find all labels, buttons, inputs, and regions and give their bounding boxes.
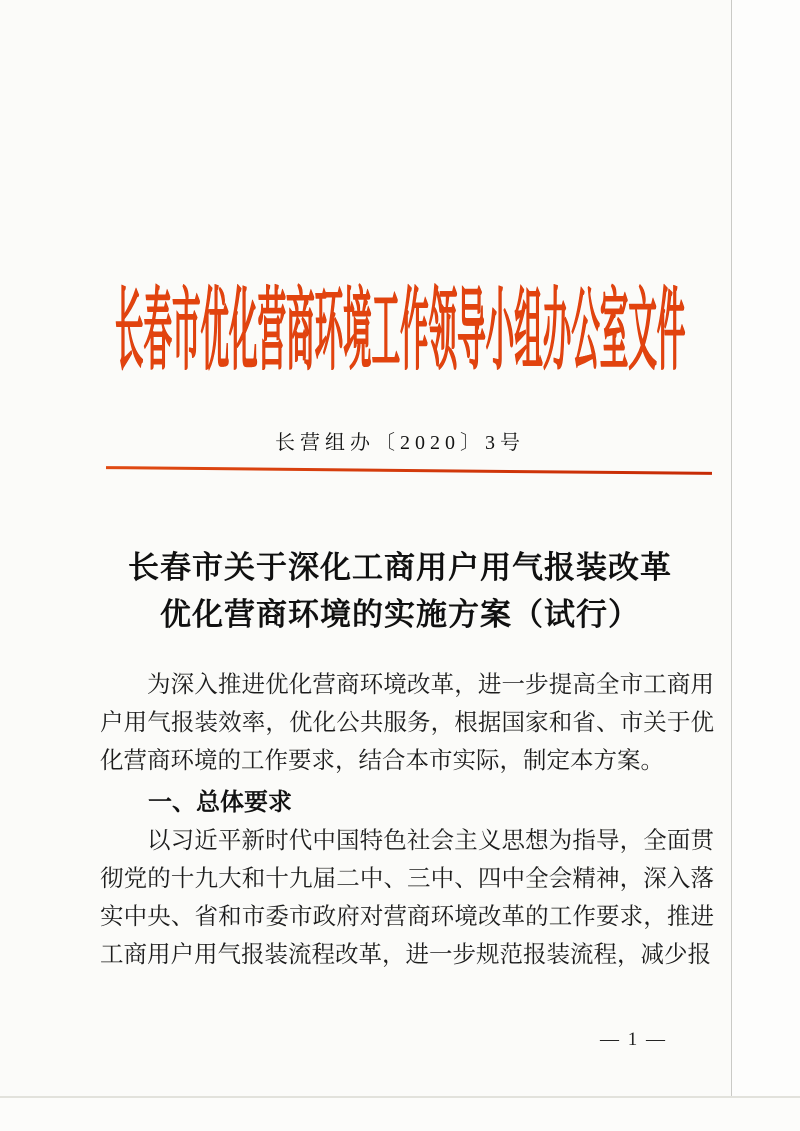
section-heading-1: 一、总体要求	[148, 789, 292, 816]
scan-bottom-margin	[0, 1098, 800, 1131]
document-title-line-2: 优化营商环境的实施方案（试行）	[160, 597, 640, 632]
letterhead-title: 长春市优化营商环境工作领导小组办公室文件	[114, 281, 686, 381]
document-title	[0, 544, 800, 638]
document-title-line-1: 长春市关于深化工商用户用气报装改革	[128, 550, 672, 585]
page-edge-horizontal	[0, 1096, 800, 1098]
red-divider-line	[106, 466, 712, 475]
page-number: — 1 —	[600, 1029, 667, 1050]
document-body	[100, 666, 714, 974]
paragraph-section-1: 以习近平新时代中国特色社会主义思想为指导，全面贯彻党的十九大和十九届二中、三中、四中全会精神，深入落实中央、省和市委市政府对营商环境改革的工作要求，推进工商用户用气报装流程改革，进一步规范报装流程，减少报	[100, 828, 714, 968]
red-letterhead-banner	[0, 268, 800, 380]
paragraph-intro: 为深入推进优化营商环境改革，进一步提高全市工商用户用气报装效率，优化公共服务，根据国家和省、市关于优化营商环境的工作要求，结合本市实际，制定本方案。	[100, 672, 714, 774]
document-reference-number: 长营组办〔2020〕3号	[275, 432, 525, 454]
